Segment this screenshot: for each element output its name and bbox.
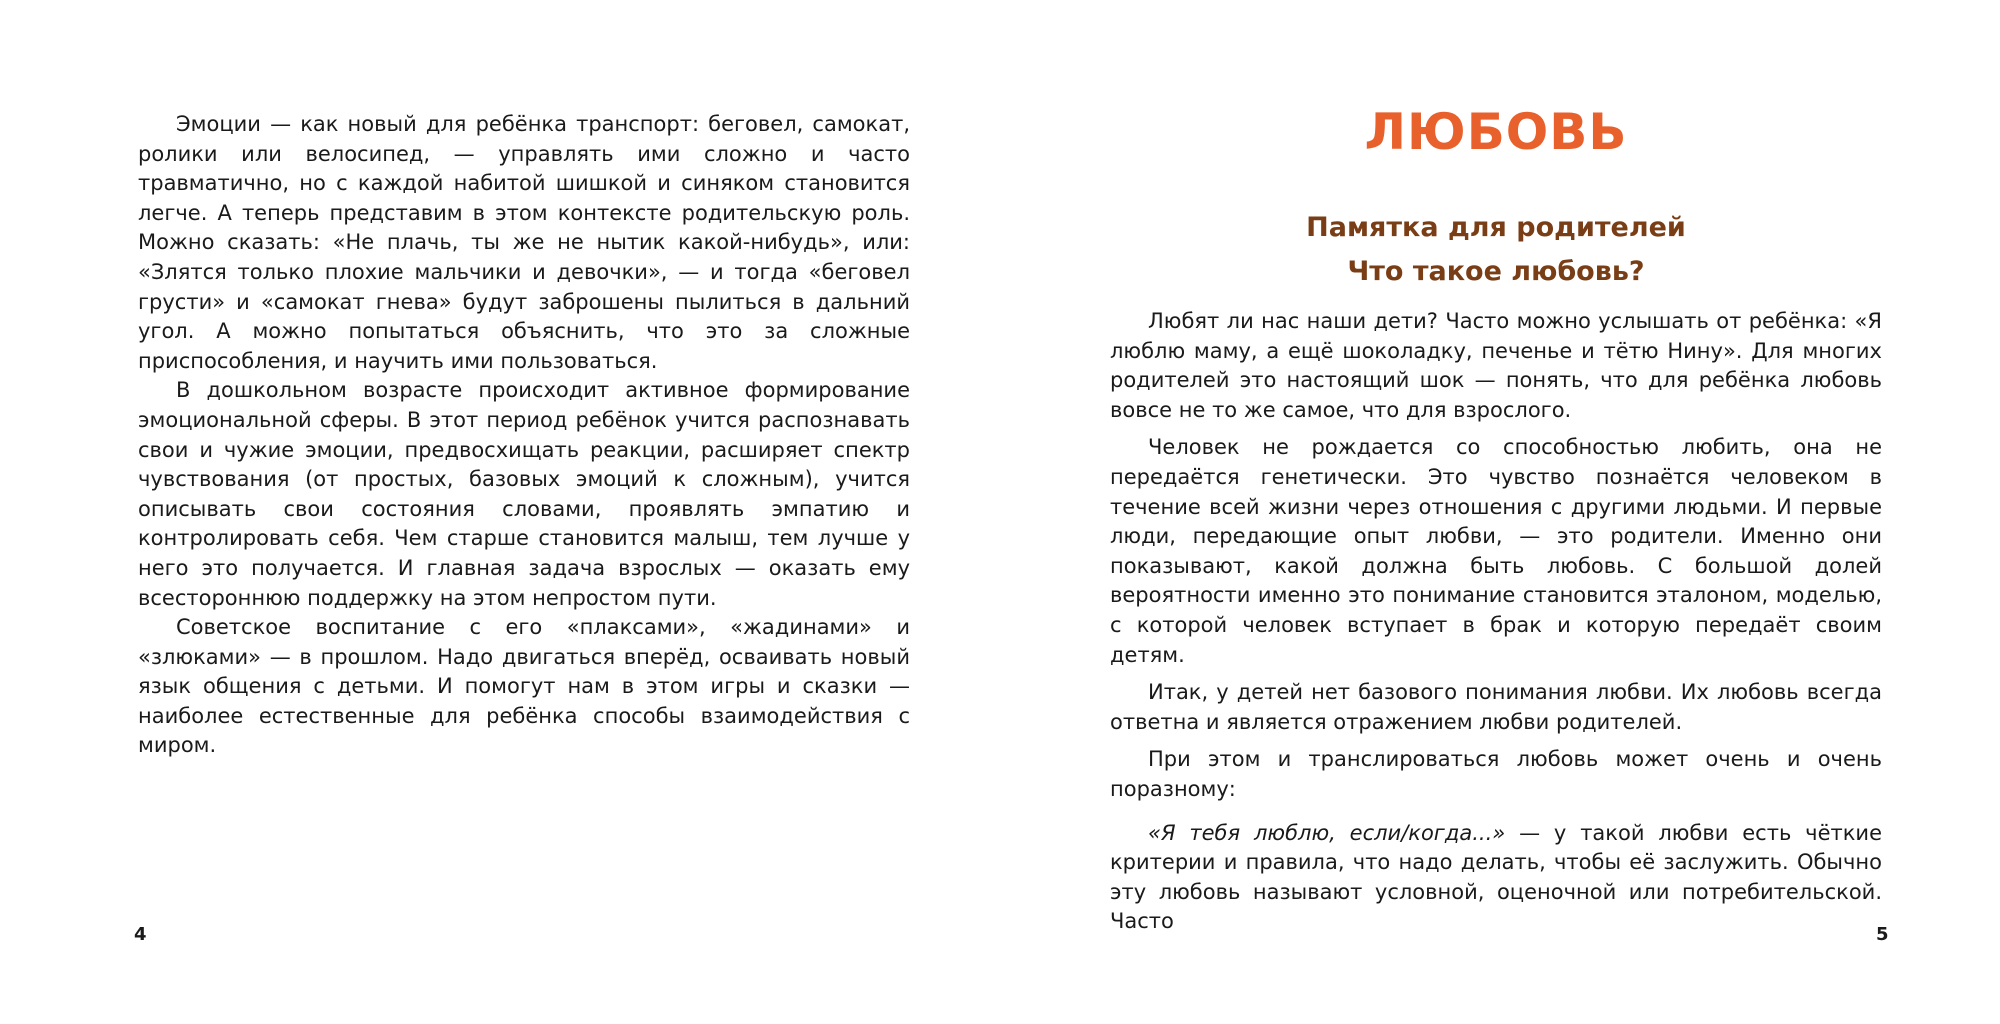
quote-rest: — у такой любви есть чёткие критерии и правила, что надо делать, чтобы её заслужить. Обычно эту любовь называют условной, оценочной или потребительской. Часто [1110,820,1882,934]
subtitle-container [1110,206,1882,294]
page-number: 5 [1876,924,1889,945]
subtitle-line-1: Памятка для родителей [1306,212,1686,243]
right-page [1000,0,2000,1024]
paragraph: Советское воспитание с его «плаксами», «жадинами» и «злюками» — в прошлом. Надо двигаться вперёд, осваивать новый язык общения с детьми. И помогут нам в этом игры и сказки — наиболее естественные для ребёнка способы взаимодействия с миром. [138,615,910,758]
paragraph: Итак, у детей нет базового понимания любви. Их любовь всегда ответна и является отражением любви родителей. [1110,680,1882,734]
quote-paragraph [1110,819,1882,937]
paragraph: При этом и транслироваться любовь может очень и очень поразному: [1110,747,1882,801]
paragraph: Любят ли нас наши дети? Часто можно услышать от ребёнка: «Я люблю маму, а ещё шоколадку, печенье и тётю Нину». Для многих родителей это настоящий шок — понять, что для ребёнка любовь вовсе не то же самое, что для взрослого. [1110,309,1882,422]
paragraph: В дошкольном возрасте происходит активное формирование эмоциональной сферы. В этот период ребёнок учится распознавать свои и чужие эмоции, предвосхищать реакции, расширяет спектр чувствования (от простых, базовых эмоций к сложным), учится описывать свои состояния словами, проявлять эмпатию и контролировать себя. Чем старше становится малыш, тем лучше у него это получается. И главная задача взрослых — оказать ему всестороннюю поддержку на этом непростом пути. [138,378,910,610]
paragraph: Человек не рождается со способностью любить, она не передаётся генетически. Это чувство познаётся человеком в течение всей жизни через отношения с другими людьми. И первые люди, передающие опыт любви, — это родители. Именно они показывают, какой должна быть любовь. С большой долей вероятности именно это понимание становится эталоном, моделью, с которой человек вступает в брак и которую передаёт своим детям. [1110,435,1882,667]
left-body-text [138,110,910,761]
chapter-title-container [1110,102,1882,162]
quote-italic: «Я тебя люблю, если/когда...» [1148,820,1506,845]
chapter-title: ЛЮБОВЬ [1364,103,1628,161]
page-number: 4 [134,924,147,945]
subtitle-line-2: Что такое любовь? [1347,256,1645,287]
paragraph: Эмоции — как новый для ребёнка транспорт: беговел, самокат, ролики или велосипед, — управлять ими сложно и часто травматично, но с каждой набитой шишкой и синяком становится легче. А теперь представим в этом контексте родительскую роль. Можно сказать: «Не плачь, ты же не нытик какой-нибудь», или: «Злятся только плохие мальчики и девочки», — и тогда «беговел грусти» и «самокат гнева» будут заброшены пылиться в дальний угол. А можно попытаться объяснить, что это за сложные приспособления, и научить ими пользоваться. [138,112,910,373]
right-body-text [1110,307,1882,937]
